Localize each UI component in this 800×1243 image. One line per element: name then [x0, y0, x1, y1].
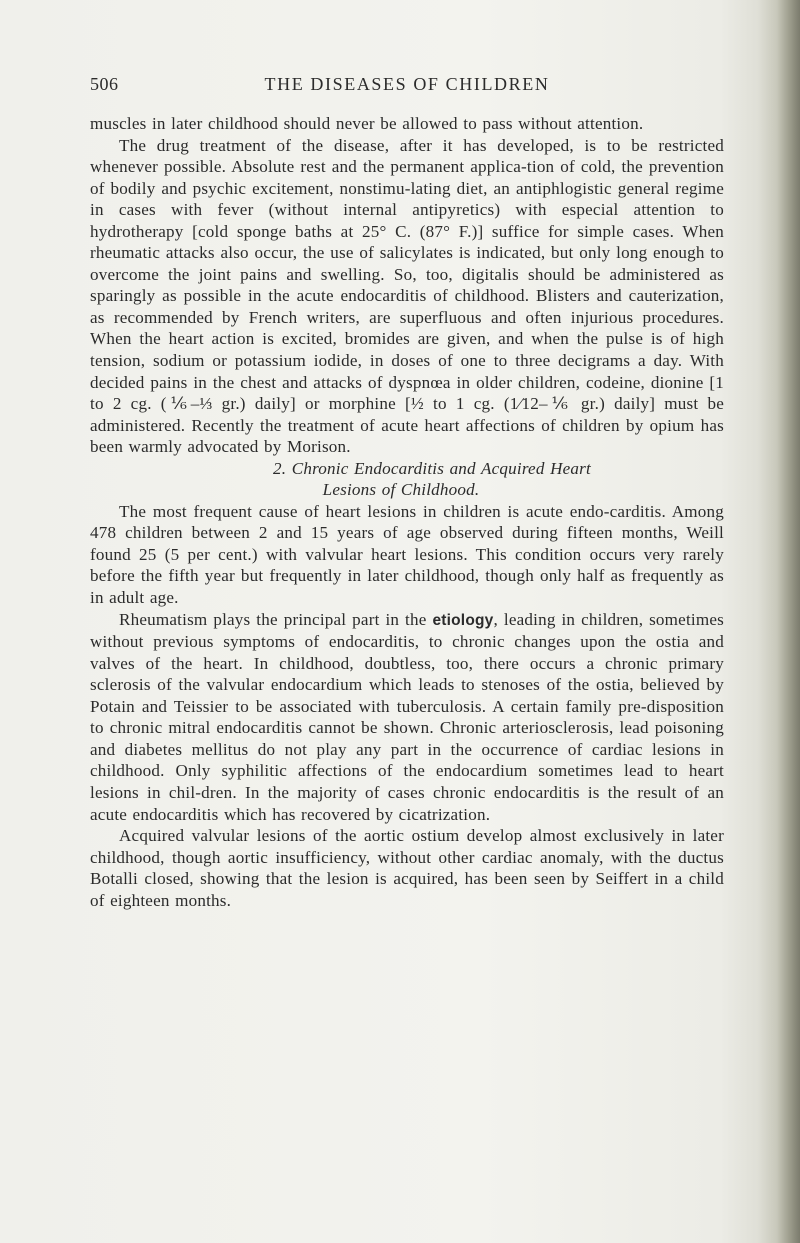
paragraph-drug-treatment: The drug treatment of the disease, after it has developed, is to be restricted whenever possible. Absolute rest and the permanent applica-tion of cold, the prevention of bodily and psychic excitement, nonstimu-lating diet, an antiphlogistic general regime in cases with fever (without internal antipyretics) with especial attention to hydrotherapy [cold sponge baths at 25° C. (87° F.)] suffice for simple cases. When rheumatic attacks also occur, the use of salicylates is indicated, but only long enough to overcome the joint pains and swelling. So, too, digitalis should be administered as sparingly as possible in the acute endocarditis of childhood. Blisters and cauterization, as recommended by French writers, are superfluous and often injurious procedures. When the heart action is excited, bromides are given, and when the pulse is of high tension, sodium or potassium iodide, in doses of one to three decigrams a day. With decided pains in the chest and attacks of dyspnœa in older children, codeine, dionine [1 to 2 cg. (⅙–⅓ gr.) daily] or morphine [½ to 1 cg. (1⁄12–⅙ gr.) daily] must be administered. Recently the treatment of acute heart affections of children by opium has been warmly advocated by Morison.	[90, 135, 724, 457]
etiology-text-rest: , leading in children, sometimes without previous symptoms of endocarditis, to chronic changes upon the ostia and valves of the heart. In childhood, doubtless, too, there occurs a chronic primary sclerosis of the valvular endocardium which leads to stenoses of the ostia, believed by Potain and Teissier to be associated with tuberculosis. A certain family pre-disposition to chronic mitral endocarditis cannot be shown. Chronic arteriosclerosis, lead poisoning and diabetes mellitus do not play any part in the occurrence of cardiac lesions in childhood. Only syphilitic affections of the endocardium sometimes lead to heart lesions in chil-dren. In the majority of cases chronic endocarditis is the result of an acute endocarditis which has recovered by cicatrization.	[90, 609, 724, 824]
section-heading-line-1: 2. Chronic Endocarditis and Acquired Heart	[273, 458, 591, 478]
page-edge-shadow	[758, 0, 800, 1243]
etiology-term: etiology	[432, 611, 494, 629]
section-heading-line-2: Lesions of Childhood.	[322, 480, 480, 500]
paragraph-frequency: The most frequent cause of heart lesions in children is acute endo-carditis. Among 478 children between 2 and 15 years of age observed during fifteen months, Weill found 25 (5 per cent.) with valvular heart lesions. This condition occurs very rarely before the fifth year but frequently in later childhood, though only half as frequently as in adult age.	[90, 501, 724, 608]
paragraph-aortic-lesions: Acquired valvular lesions of the aortic ostium develop almost exclusively in later childhood, though aortic insufficiency, without other cardiac anomaly, with the ductus Botalli closed, showing that the lesion is acquired, has been seen by Seiffert in a child of eighteen months.	[90, 826, 724, 910]
page-header	[90, 74, 724, 98]
paragraph-continuation: muscles in later childhood should never be allowed to pass without attention.	[90, 114, 644, 133]
page-body	[90, 113, 724, 911]
etiology-text-start: Rheumatism plays the principal part in the	[119, 609, 433, 629]
paragraph-etiology	[90, 609, 724, 825]
section-heading	[90, 458, 724, 501]
running-head: THE DISEASES OF CHILDREN	[264, 74, 550, 94]
page-number: 506	[90, 74, 119, 94]
